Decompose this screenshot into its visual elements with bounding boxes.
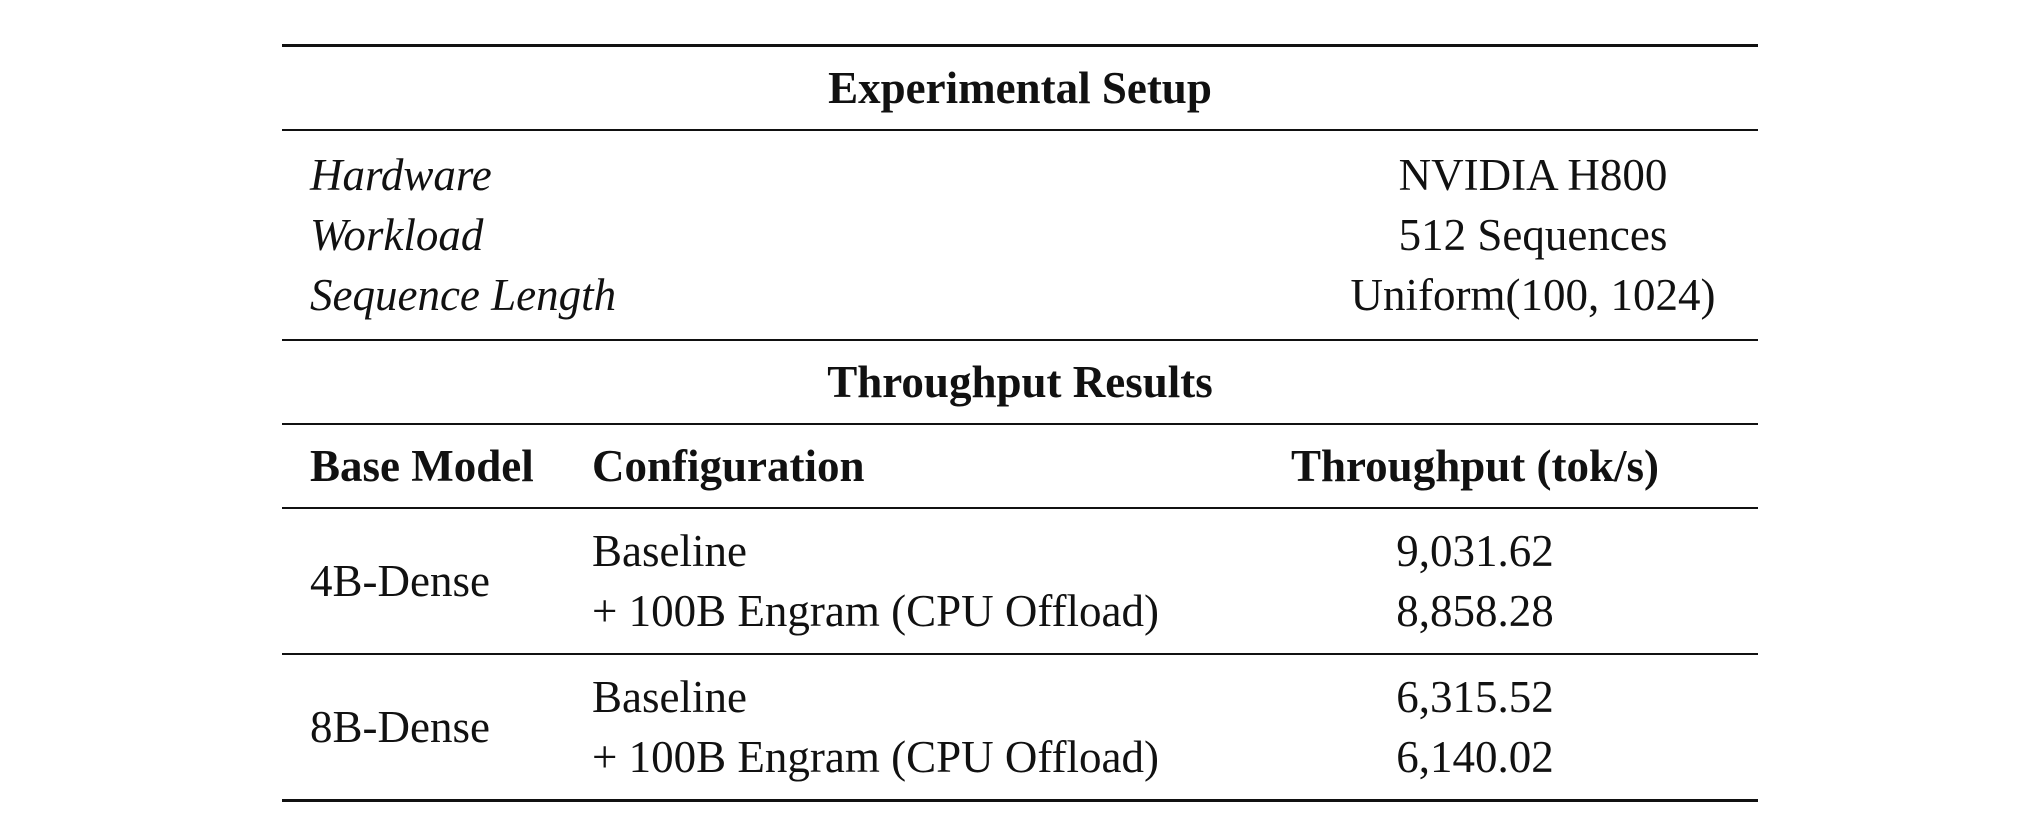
results-header-row: [282, 425, 1758, 507]
setup-title: Experimental Setup: [828, 63, 1212, 113]
throughput-cell: 6,315.52: [1396, 672, 1554, 722]
results-group-4b: [282, 509, 1758, 653]
results-group-8b: [282, 655, 1758, 799]
configuration-cell: + 100B Engram (CPU Offload): [592, 586, 1159, 636]
setup-value: 512 Sequences: [1398, 210, 1668, 260]
throughput-cell: 9,031.62: [1396, 526, 1554, 576]
setup-section: [282, 131, 1758, 339]
setup-value: Uniform(100, 1024): [1350, 270, 1716, 320]
bottom-rule: [282, 799, 1758, 802]
header-throughput: Throughput (tok/s): [1290, 441, 1660, 491]
throughput-cell: 8,858.28: [1396, 586, 1554, 636]
setup-row-workload: [282, 205, 1758, 265]
setup-label: Sequence Length: [310, 270, 617, 320]
results-title: Throughput Results: [827, 357, 1213, 407]
experiment-table: [282, 44, 1758, 802]
base-model-cell: 4B-Dense: [310, 556, 490, 606]
setup-label: Workload: [310, 210, 484, 260]
header-configuration: Configuration: [592, 441, 865, 491]
setup-label: Hardware: [310, 150, 492, 200]
configuration-cell: Baseline: [592, 526, 747, 576]
configuration-cells: [592, 667, 1192, 787]
configuration-cell: Baseline: [592, 672, 747, 722]
throughput-cell: 6,140.02: [1396, 732, 1554, 782]
setup-row-hardware: [282, 145, 1758, 205]
base-model-cell: 8B-Dense: [310, 702, 490, 752]
configuration-cells: [592, 521, 1192, 641]
header-base-model: Base Model: [310, 441, 534, 491]
setup-row-sequence-length: [282, 265, 1758, 325]
setup-value: NVIDIA H800: [1398, 150, 1668, 200]
throughput-cells: [1192, 521, 1758, 641]
configuration-cell: + 100B Engram (CPU Offload): [592, 732, 1159, 782]
throughput-cells: [1192, 667, 1758, 787]
